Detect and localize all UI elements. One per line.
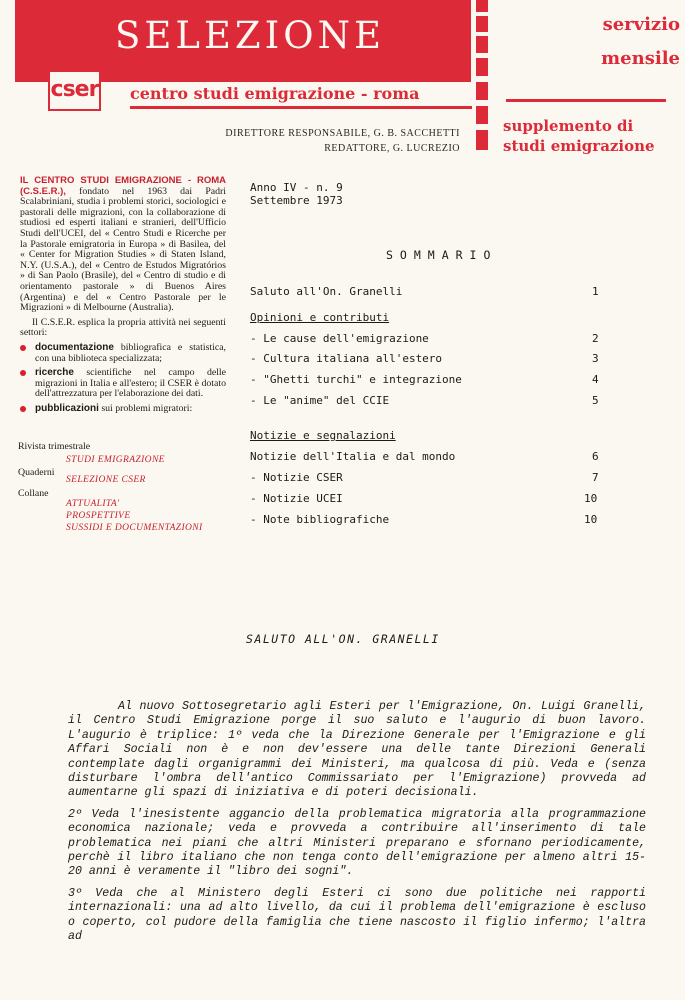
- toc-label: - Notizie CSER: [250, 471, 343, 484]
- toc-section-heading: Opinioni e contributi: [250, 311, 390, 324]
- bullet-dot-icon: [20, 345, 26, 351]
- toc-entry[interactable]: [250, 394, 600, 407]
- toc-entry[interactable]: [250, 513, 600, 526]
- periodicity-line-2: mensile: [601, 48, 680, 69]
- red-marker-block: [476, 16, 488, 32]
- pub-label-collane: Collane: [18, 488, 49, 499]
- org-text: fondato nel 1963 dai Padri Scalabriniani, studia i problemi storici, sociologici e pastorali delle migrazioni, con la collaborazione di studiosi ed esperti italiani e stranieri, dell'Ufficio Studi dell'UCEI, del « Centro Studi e Ricerche per la Pastorale emigratoria in Europa » di Basilea, del « Center for Migration Studies » di Staten Island, N.Y. (U.S.A.), del « Centro de Estudos Migratórios » di San Paolo (Brasile), del « Centro di studio e di orientamento pastorale » di Buenos Aires (Argentina) e del « Centro Pastorale per le Migrazioni » di Melbourne (Australia).: [20, 185, 226, 314]
- supplement-line-1: supplemento di: [503, 117, 634, 135]
- summary-heading: SOMMARIO: [386, 248, 498, 262]
- masthead-title: SELEZIONE: [115, 14, 385, 57]
- toc-page-number: 2: [592, 332, 599, 345]
- toc-entry[interactable]: [250, 285, 600, 298]
- masthead-divider: [130, 106, 472, 109]
- toc-entry[interactable]: [250, 373, 600, 386]
- toc-page-number: 1: [592, 285, 599, 298]
- director-credit: DIRETTORE RESPONSABILE, G. B. SACCHETTI: [225, 128, 460, 139]
- masthead-subtitle: centro studi emigrazione - roma: [130, 84, 420, 103]
- pub-quaderni-title: SELEZIONE CSER: [66, 475, 146, 485]
- bullet-text: scientifiche nel campo delle migrazioni in Italia e all'estero; il CSER è dotato dell'attrezzatura per l'elaborazione dei dati.: [35, 367, 226, 400]
- red-marker-block: [476, 82, 488, 100]
- activity-paragraph: Il C.S.E.R. esplica la propria attività nei seguenti settori:: [20, 316, 226, 339]
- issue-info: [250, 181, 343, 207]
- article-paragraph: 3º Veda che al Ministero degli Esteri ci sono due politiche nei rapporti internazionali: una ad alto livello, da cui il problema dell'emigrazione è escluso o coperto, col pudore della famiglia che tiene nascosto il figlio infermo; l'altra ad: [68, 886, 646, 944]
- issue-number: Anno IV - n. 9: [250, 181, 343, 194]
- red-marker-block: [476, 106, 488, 124]
- pub-label-rivista: Rivista trimestrale: [18, 441, 91, 452]
- toc-label: - Cultura italiana all'estero: [250, 352, 443, 365]
- toc-page-number: 10: [584, 513, 598, 526]
- article-paragraph: [68, 700, 646, 801]
- toc-label: Notizie dell'Italia e dal mondo: [250, 450, 456, 463]
- organization-description: [20, 176, 226, 414]
- bullet-item: [20, 368, 226, 400]
- bullet-item: [20, 343, 226, 364]
- supplement-line-2: studi emigrazione: [503, 137, 655, 155]
- toc-entry[interactable]: [250, 471, 600, 484]
- article-paragraph-text: Al nuovo Sottosegretario agli Esteri per l'Emigrazione, On. Luigi Granelli, il Centro Studi Emigrazione porge il suo saluto e l'augurio di buon lavoro. L'augurio è triplice: 1º veda che la Direzione Generale per l'Emigrazione e gli Affari Sociali non è e non dev'essere una delle tante Direzioni Generali contemplate dagli organigrammi dei Ministeri, ma qualcosa di più. Veda e (senza disturbare l'ombra dell'antico Commissariato per l'Emigrazione) provveda ad aumentarne gli spazi di iniziativa e di poteri decisionali.: [68, 700, 646, 800]
- pub-collana: PROSPETTIVE: [66, 511, 131, 521]
- toc-label: - Notizie UCEI: [250, 492, 343, 505]
- bullet-keyword: pubblicazioni: [35, 402, 99, 414]
- right-divider: [506, 99, 666, 102]
- toc-label: - Note bibliografiche: [250, 513, 390, 526]
- toc-page-number: 10: [584, 492, 598, 505]
- bullet-keyword: documentazione: [35, 341, 114, 353]
- toc-page-number: 6: [592, 450, 599, 463]
- pub-rivista-title: STUDI EMIGRAZIONE: [66, 455, 165, 465]
- article-paragraph: 2º Veda l'inesistente aggancio della problematica migratoria alla programmazione economica nazionale; veda e provveda a contribuire all'inserimento di tale problematica nei piani che altri Ministeri preparano e sfornano periodicamente, perchè il libro italiano che non tenga conto dell'emigrazione per almeno altri 15-20 anni è veramente il "libro dei sogni".: [68, 807, 646, 879]
- toc-entry[interactable]: [250, 492, 600, 505]
- toc-section-heading: Notizie e segnalazioni: [250, 429, 396, 442]
- pub-collana: ATTUALITA': [66, 499, 120, 509]
- toc-page-number: 4: [592, 373, 599, 386]
- toc-page-number: 7: [592, 471, 599, 484]
- periodicity-label: [545, 8, 680, 76]
- periodicity-line-1: servizio: [602, 14, 680, 35]
- bullet-dot-icon: [20, 406, 26, 412]
- pub-collane-list: [66, 498, 203, 534]
- supplement-label: [503, 116, 655, 156]
- toc-label: - Le cause dell'emigrazione: [250, 332, 429, 345]
- red-marker-block: [476, 36, 488, 53]
- red-marker-block: [476, 58, 488, 76]
- toc-page-number: 3: [592, 352, 599, 365]
- bullet-item: [20, 404, 226, 415]
- toc-entry[interactable]: [250, 332, 600, 345]
- toc-page-number: 5: [592, 394, 599, 407]
- bullet-keyword: ricerche: [35, 367, 74, 379]
- editorial-credits: [160, 126, 460, 156]
- editor-credit: REDATTORE, G. LUCREZIO: [324, 143, 460, 154]
- org-paragraph: [20, 176, 226, 314]
- red-marker-block: [476, 130, 488, 150]
- toc-label: - Le "anime" del CCIE: [250, 394, 390, 407]
- toc-entry[interactable]: [250, 450, 600, 463]
- pub-label-quaderni: Quaderni: [18, 467, 55, 478]
- org-name: IL CENTRO STUDI EMIGRAZIONE - ROMA (C.S.E.R.),: [20, 175, 226, 197]
- issue-date: Settembre 1973: [250, 194, 343, 207]
- toc-entry[interactable]: [250, 352, 600, 365]
- bullet-text: bibliografica e statistica, con una biblioteca specializzata;: [35, 341, 226, 364]
- cser-logo: cser: [48, 70, 101, 111]
- article-title: SALUTO ALL'ON. GRANELLI: [246, 632, 440, 646]
- bullet-text: sui problemi migratori:: [98, 402, 193, 414]
- toc-label: - "Ghetti turchi" e integrazione: [250, 373, 462, 386]
- bullet-dot-icon: [20, 370, 26, 376]
- toc-label: Saluto all'On. Granelli: [250, 285, 403, 298]
- red-marker-block: [476, 0, 488, 12]
- pub-collana: SUSSIDI E DOCUMENTAZIONI: [66, 523, 203, 533]
- article-body: [68, 700, 646, 952]
